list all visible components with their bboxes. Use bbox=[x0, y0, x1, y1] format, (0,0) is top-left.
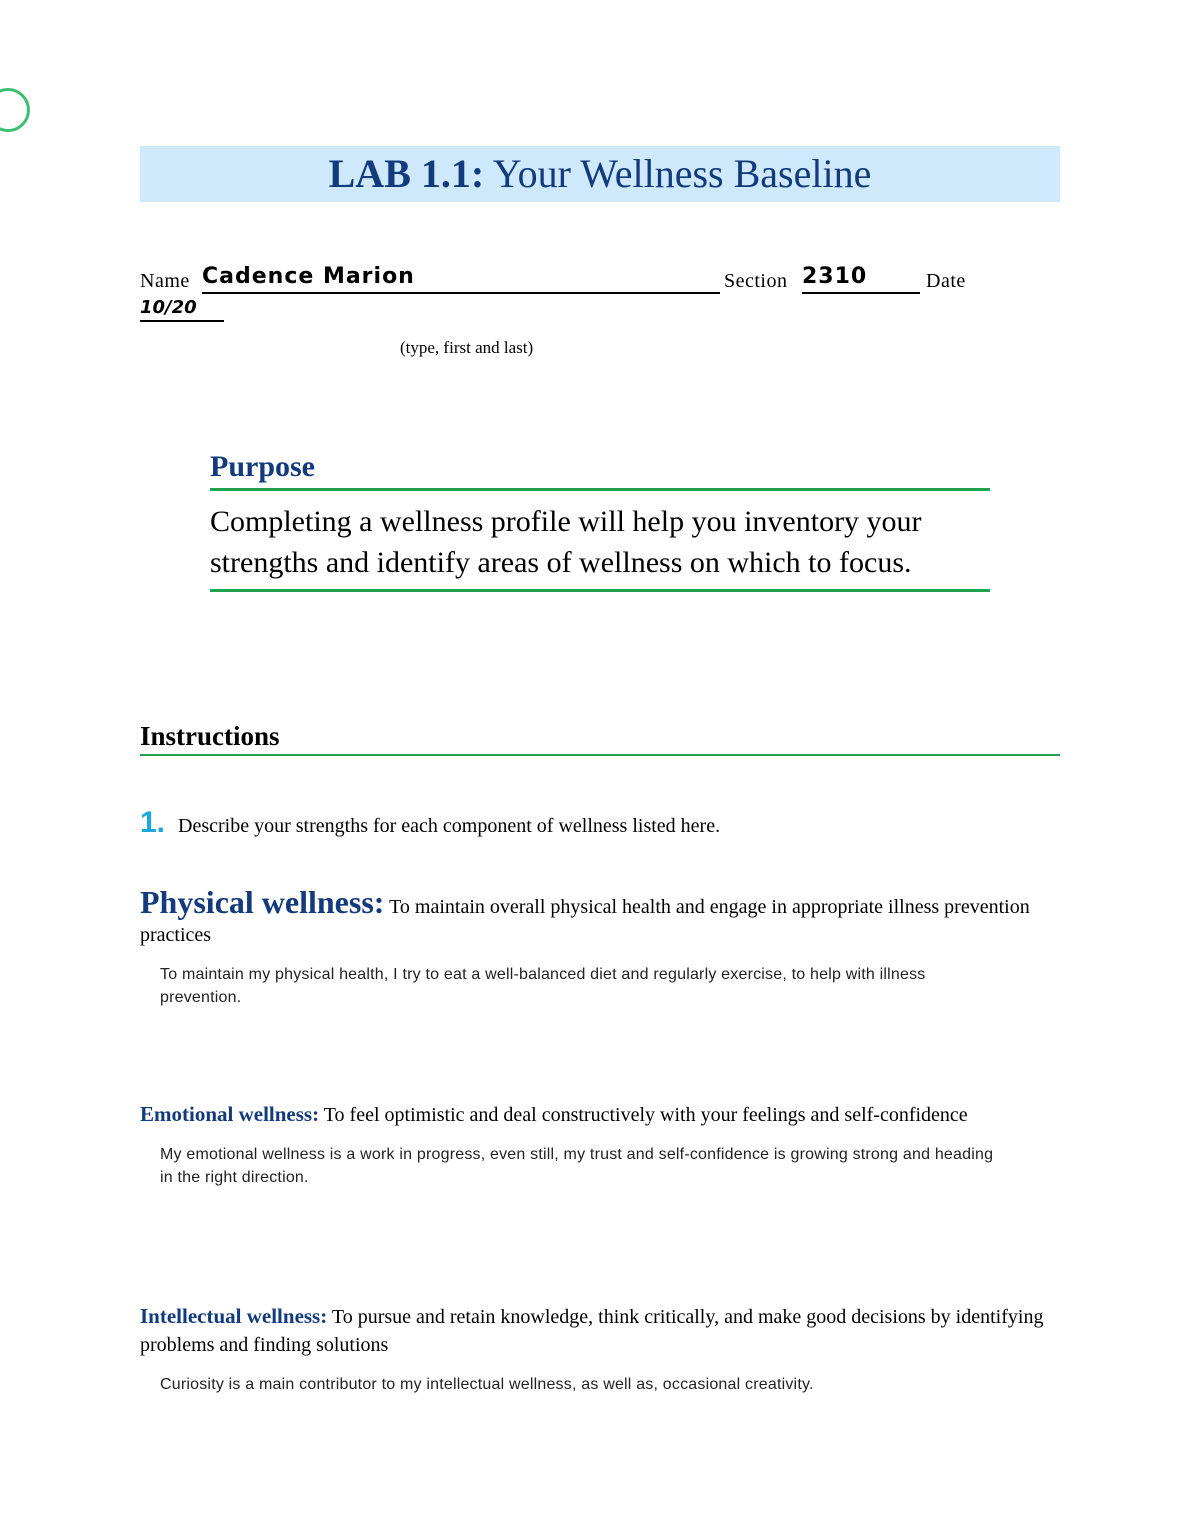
student-info-line bbox=[140, 262, 1040, 296]
physical-wellness-answer[interactable]: To maintain my physical health, I try to eat a well-balanced diet and regularly exercise, to help with illness prevention. bbox=[160, 966, 926, 1006]
section-label: Section bbox=[724, 270, 788, 292]
physical-wellness-definition: To maintain overall physical health and engage in appropriate illness prevention practices bbox=[140, 896, 1030, 946]
purpose-text: Completing a wellness profile will help you inventory your strengths and identify areas of wellness on which to focus. bbox=[210, 501, 990, 592]
step-number: 1. bbox=[140, 806, 166, 839]
purpose-heading: Purpose bbox=[210, 448, 990, 491]
purpose-box bbox=[210, 448, 990, 592]
name-hint: (type, first and last) bbox=[400, 338, 534, 357]
physical-wellness-title: Physical wellness: bbox=[140, 884, 385, 920]
lab-title-banner bbox=[140, 146, 1060, 202]
emotional-wellness-title: Emotional wellness: bbox=[140, 1102, 320, 1126]
date-label: Date bbox=[926, 270, 966, 292]
physical-wellness-section bbox=[140, 884, 1060, 1009]
intellectual-wellness-answer[interactable]: Curiosity is a main contributor to my intellectual wellness, as well as, occasional creativity. bbox=[160, 1376, 814, 1393]
section-field[interactable]: 2310 bbox=[802, 262, 920, 294]
instruction-step bbox=[140, 806, 1040, 840]
corner-ring-icon bbox=[0, 88, 30, 132]
name-field[interactable]: Cadence Marion bbox=[202, 262, 720, 294]
name-label: Name bbox=[140, 270, 190, 292]
intellectual-wellness-title: Intellectual wellness: bbox=[140, 1304, 328, 1328]
step-text: Describe your strengths for each component of wellness listed here. bbox=[178, 815, 721, 837]
lab-number: LAB 1.1: bbox=[328, 151, 485, 196]
intellectual-wellness-definition: To pursue and retain knowledge, think critically, and make good decisions by identifying problems and finding solutions bbox=[140, 1306, 1044, 1356]
lab-title: Your Wellness Baseline bbox=[492, 151, 872, 196]
emotional-wellness-answer[interactable]: My emotional wellness is a work in progress, even still, my trust and self-confidence is growing strong and heading in the right direction. bbox=[160, 1146, 994, 1186]
intellectual-wellness-section bbox=[140, 1302, 1060, 1396]
date-field[interactable]: 10/20 bbox=[140, 296, 224, 322]
emotional-wellness-section bbox=[140, 1100, 1060, 1189]
emotional-wellness-definition: To feel optimistic and deal constructively with your feelings and self-confidence bbox=[323, 1104, 968, 1126]
instructions-heading: Instructions bbox=[140, 718, 1060, 756]
